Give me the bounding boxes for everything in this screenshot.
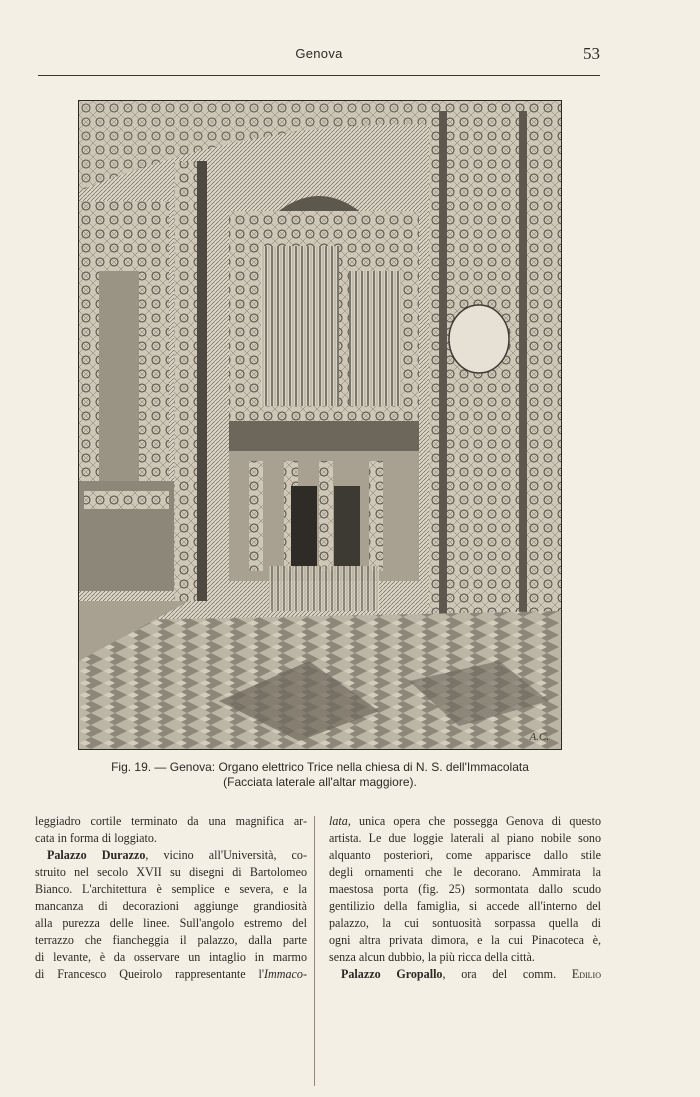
caption-line-2: (Facciata laterale all'altar maggiore). (223, 775, 417, 789)
text-line: maestosa porta (fig. 25) sormontata dallo scudo (329, 882, 601, 896)
text-span: , vicino all'Università, co- (145, 848, 307, 862)
text-line: degli ornamenti che le decorano. Ammirata la (329, 865, 601, 879)
column-divider (314, 816, 315, 1086)
left-column (35, 813, 307, 983)
running-header (38, 44, 600, 74)
text-line: alquanto posteriori, come apparisce dallo stile (329, 848, 601, 862)
text-line: mancanza di decorazioni aggiunge grandiosità (35, 899, 307, 913)
running-title: Genova (295, 46, 343, 61)
caption-line-1: Fig. 19. — Genova: Organo elettrico Trice nella chiesa di N. S. dell'Immacolata (111, 760, 529, 774)
text-line: leggiadro cortile terminato da una magnifica ar- (35, 814, 307, 828)
text-line: Bianco. L'architettura è semplice e severa, e la (35, 882, 307, 896)
text-line (35, 966, 307, 983)
header-rule (38, 75, 600, 76)
text-line: cata in forma di loggiato. (35, 831, 157, 845)
text-line: artista. Le due loggie laterali al piano nobile sono (329, 831, 601, 845)
organ-engraving (78, 100, 562, 750)
text-span: , unica opera che possegga Genova di questo (347, 814, 601, 828)
palazzo-gropallo-heading: Palazzo Gropallo (341, 967, 443, 981)
italic-span: lata (329, 814, 348, 828)
text-line: struito nel secolo XVII su disegni di Bartolomeo (35, 865, 307, 879)
text-line: gentilizio della famiglia, si accede all'interno del (329, 899, 601, 913)
text-line: di levante, è da osservare un intaglio in marmo (35, 950, 307, 964)
text-line (329, 966, 601, 983)
text-line: palazzo, la cui sontuosità sorpassa quella di (329, 916, 601, 930)
palazzo-durazzo-heading: Palazzo Durazzo (47, 848, 146, 862)
text-line: senza alcun dubbio, la più ricca della città. (329, 950, 535, 964)
text-span: di Francesco Queirolo rappresentante l' (35, 967, 265, 981)
text-line (329, 813, 601, 830)
text-span: , ora del comm. (442, 967, 572, 981)
text-line: terrazzo che fiancheggia il palazzo, dalla parte (35, 933, 307, 947)
right-column (329, 813, 601, 983)
text-line: ogni altra privata dimora, e la cui Pinacoteca è, (329, 933, 601, 947)
figure-caption (60, 760, 580, 790)
text-line (35, 847, 307, 864)
page-number: 53 (583, 44, 600, 63)
text-line: alla purezza delle linee. Sull'angolo estremo del (35, 916, 307, 930)
engraving-illustration (79, 101, 561, 749)
small-caps-span: Edilio (571, 967, 601, 981)
engraver-signature: A.C. (529, 731, 549, 743)
italic-span: Immaco- (264, 967, 307, 981)
